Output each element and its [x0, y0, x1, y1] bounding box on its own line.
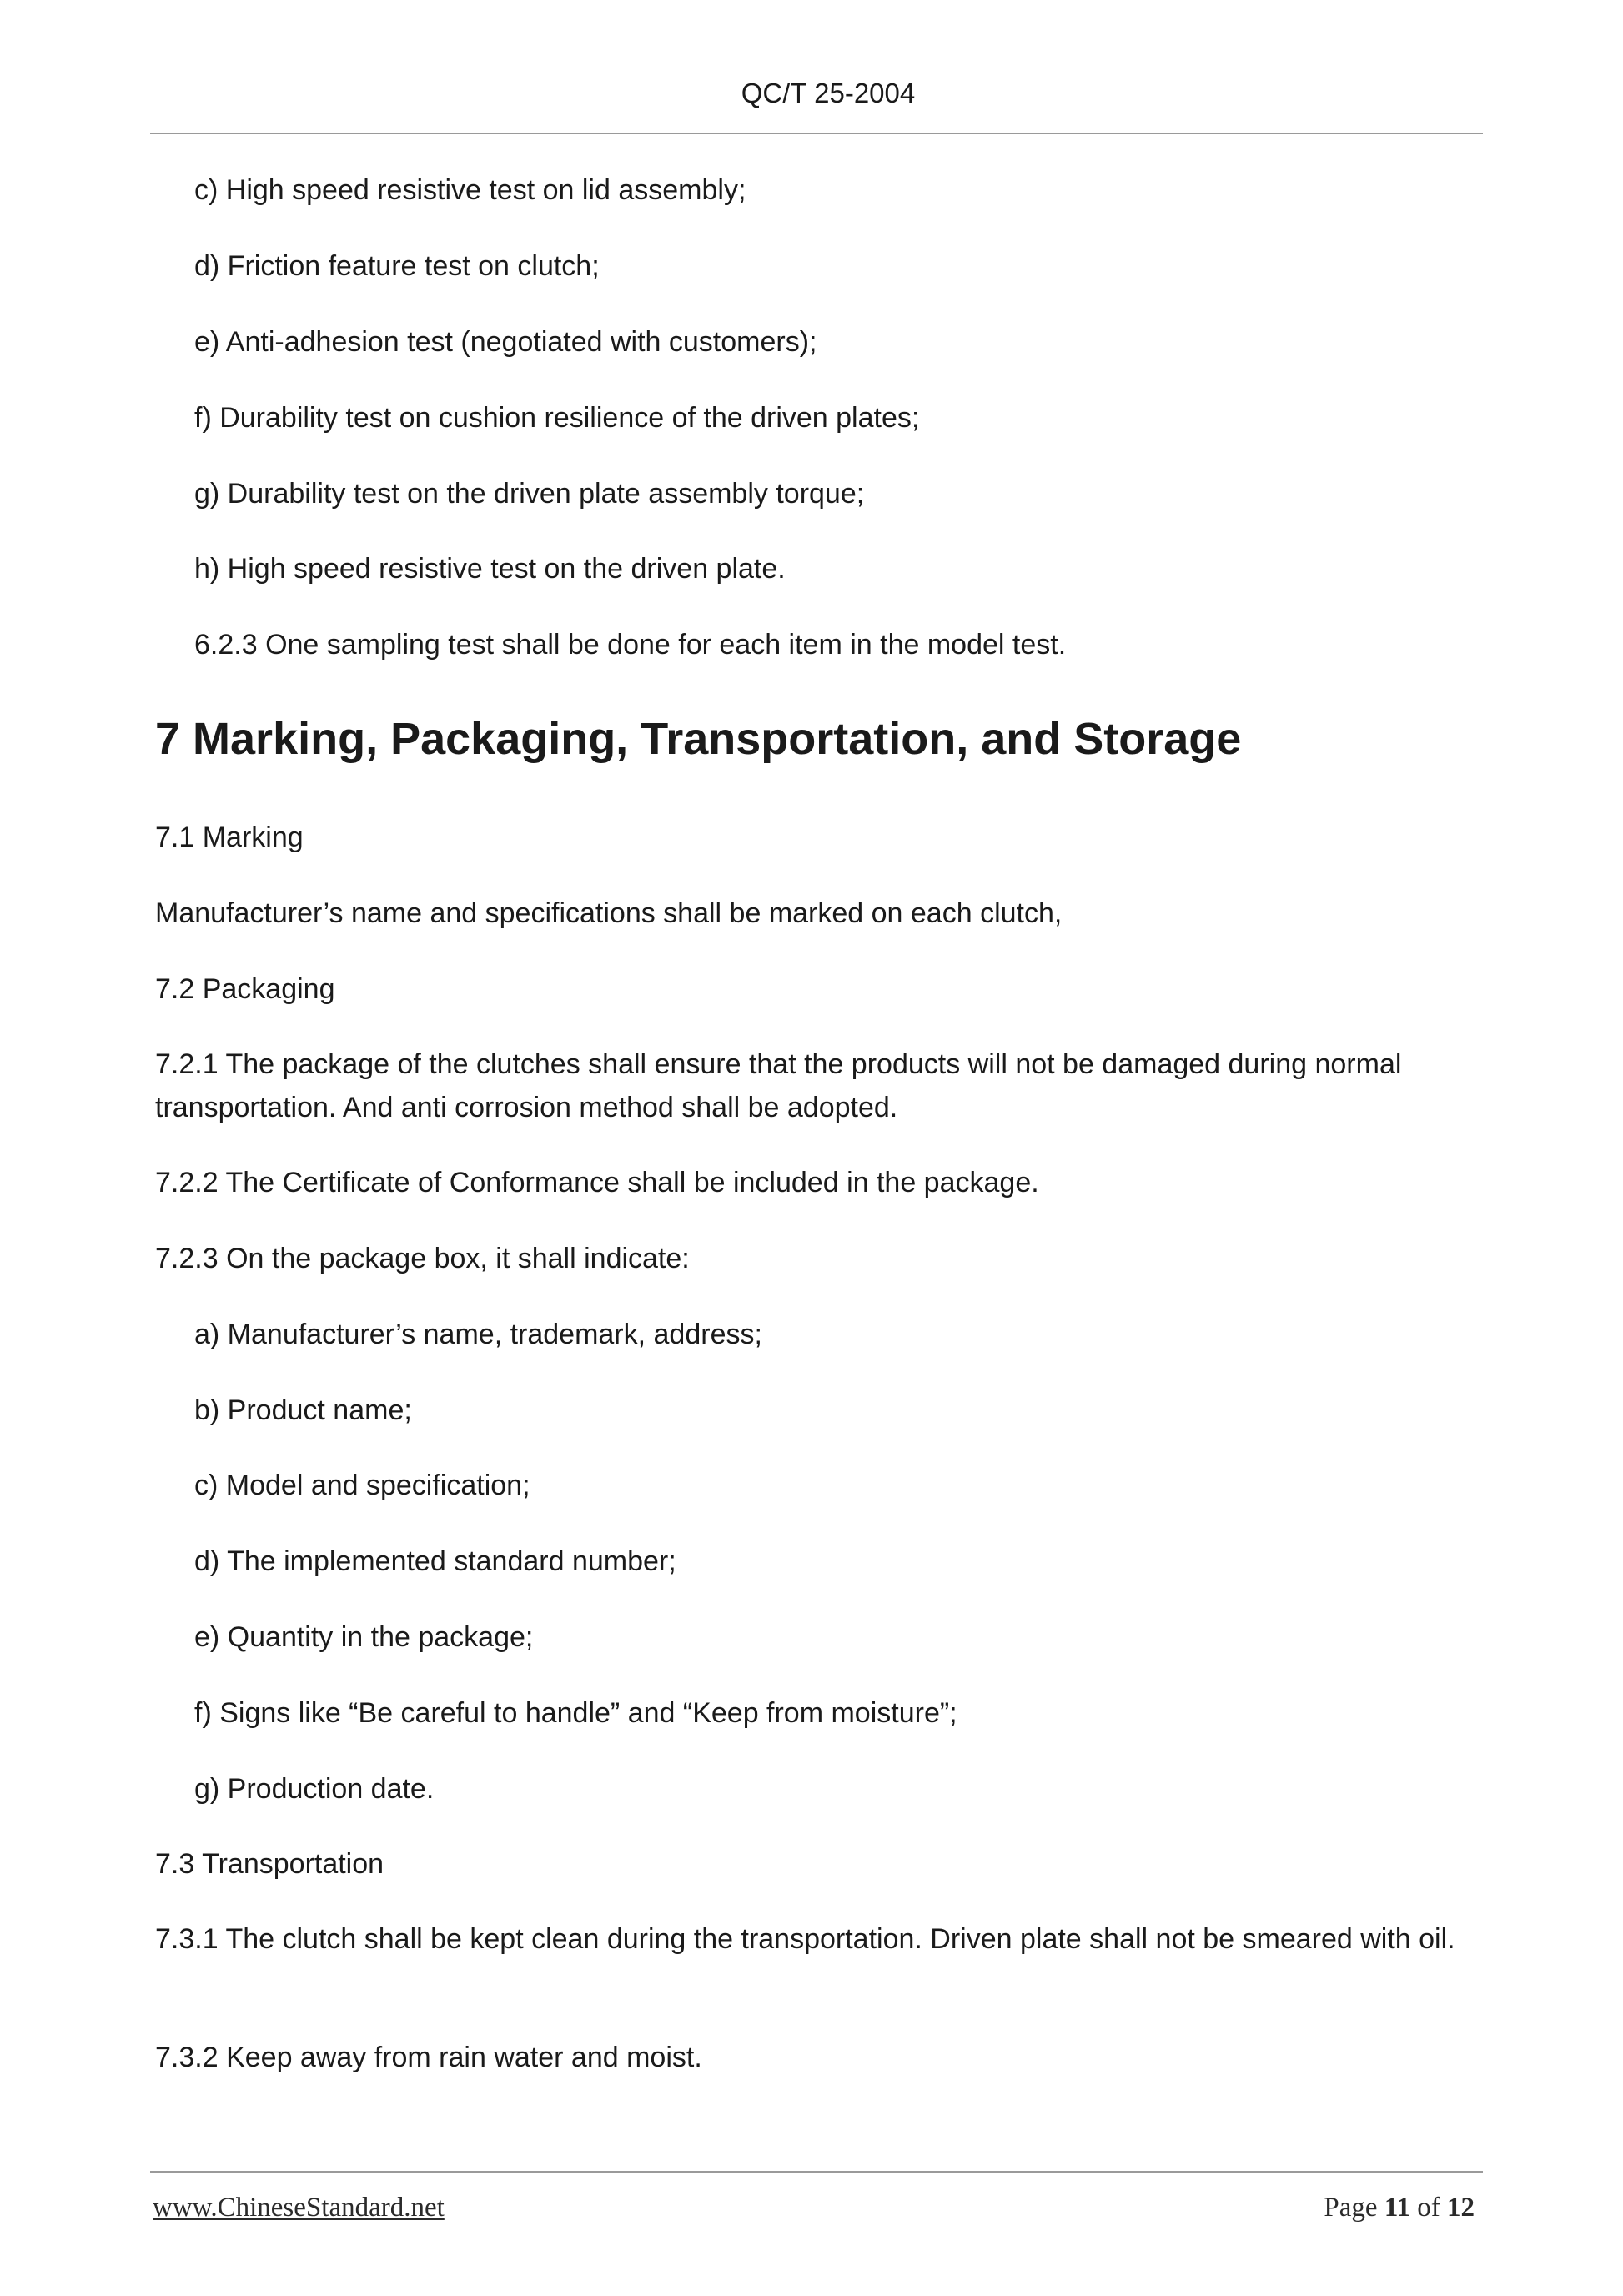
- list-item: d) Friction feature test on clutch;: [194, 250, 600, 282]
- list-item: g) Durability test on the driven plate assembly torque;: [194, 478, 865, 510]
- list-item: e) Quantity in the package;: [194, 1621, 534, 1653]
- list-item: d) The implemented standard number;: [194, 1545, 676, 1577]
- footer-website-link[interactable]: www.ChineseStandard.net: [153, 2193, 445, 2223]
- list-item: f) Signs like “Be careful to handle” and “Keep from moisture”;: [194, 1697, 957, 1729]
- page-header-title: QC/T 25-2004: [741, 78, 916, 108]
- section-7-heading: 7 Marking, Packaging, Transportation, and Storage: [155, 714, 1242, 764]
- list-item: h) High speed resistive test on the driven plate.: [194, 553, 786, 585]
- list-item: b) Product name;: [194, 1394, 412, 1426]
- clause-7-2-3: 7.2.3 On the package box, it shall indicate:: [155, 1243, 690, 1274]
- page-of: of: [1410, 2193, 1447, 2223]
- list-item: a) Manufacturer’s name, trademark, address;: [194, 1319, 762, 1350]
- clause-7-3-1: 7.3.1 The clutch shall be kept clean during the transportation. Driven plate shall not be smeared with oil.: [155, 1923, 1455, 1955]
- page-prefix: Page: [1324, 2193, 1384, 2223]
- list-item: e) Anti-adhesion test (negotiated with customers);: [194, 326, 817, 358]
- clause-7-3-2: 7.3.2 Keep away from rain water and moist.: [155, 2042, 702, 2073]
- clause-6-2-3: 6.2.3 One sampling test shall be done for each item in the model test.: [194, 629, 1067, 661]
- list-item: c) Model and specification;: [194, 1470, 530, 1501]
- header-divider: [150, 133, 1483, 134]
- clause-7-2-1: 7.2.1 The package of the clutches shall ensure that the products will not be damaged during normal transportation. And anti corrosion method shall be adopted.: [155, 1048, 1402, 1123]
- page-number: [1324, 2191, 1475, 2224]
- list-item: c) High speed resistive test on lid assembly;: [194, 174, 746, 206]
- section-7-1-title: 7.1 Marking: [155, 821, 304, 853]
- section-7-2-title: 7.2 Packaging: [155, 973, 335, 1005]
- section-7-1-text: Manufacturer’s name and specifications shall be marked on each clutch,: [155, 897, 1063, 929]
- page-total: 12: [1447, 2193, 1475, 2223]
- footer-divider: [150, 2171, 1483, 2173]
- list-item: g) Production date.: [194, 1773, 435, 1805]
- clause-7-2-2: 7.2.2 The Certificate of Conformance shall be included in the package.: [155, 1167, 1039, 1198]
- page-current: 11: [1384, 2193, 1410, 2223]
- list-item: f) Durability test on cushion resilience of the driven plates;: [194, 402, 920, 434]
- section-7-3-title: 7.3 Transportation: [155, 1848, 384, 1880]
